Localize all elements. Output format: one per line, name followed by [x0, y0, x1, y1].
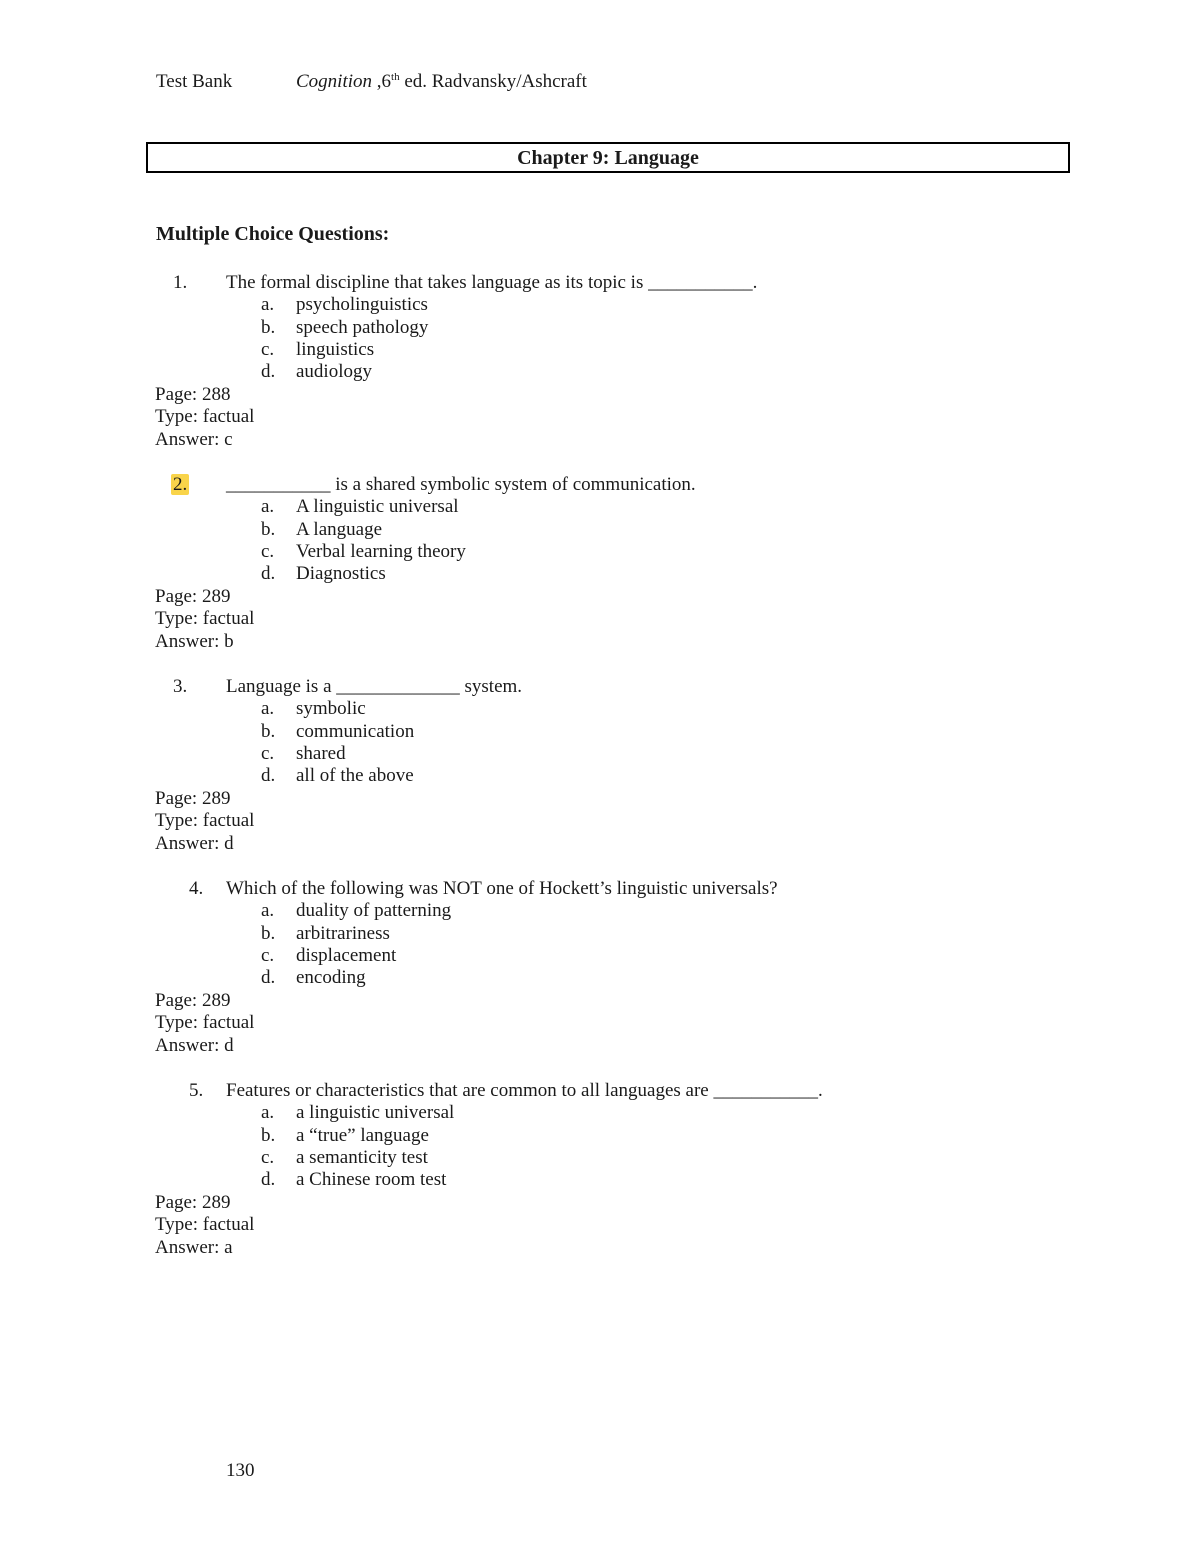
highlighted-number: 2.	[173, 474, 188, 495]
option-text: a Chinese room test	[296, 1169, 447, 1190]
header-edition-sup: th	[391, 71, 400, 83]
header-book-info	[296, 71, 587, 93]
section-title: Multiple Choice Questions:	[156, 223, 390, 245]
option-text: all of the above	[296, 765, 414, 786]
option-text: audiology	[296, 361, 372, 382]
option-letter: c.	[261, 541, 275, 562]
option-text: Verbal learning theory	[296, 541, 466, 562]
option-letter: c.	[261, 339, 275, 360]
option-text: duality of patterning	[296, 900, 452, 921]
option-letter: c.	[261, 945, 275, 966]
question-page: Page: 289	[155, 990, 231, 1011]
option-text: displacement	[296, 945, 397, 966]
question-type: Type: factual	[155, 810, 255, 831]
question-page: Page: 289	[155, 788, 231, 809]
option-text: symbolic	[296, 698, 366, 719]
option-letter: a.	[261, 900, 275, 921]
option-letter: c.	[261, 1147, 275, 1168]
question-answer: Answer: c	[155, 429, 233, 450]
option-text: arbitrariness	[296, 923, 390, 944]
option-text: a “true” language	[296, 1125, 429, 1146]
option-letter: d.	[261, 765, 276, 786]
option-letter: d.	[261, 361, 276, 382]
question-number: 1.	[173, 272, 188, 293]
question-stem: Features or characteristics that are common to all languages are ___________.	[226, 1080, 823, 1101]
question-stem: Language is a _____________ system.	[226, 676, 523, 697]
question-page: Page: 289	[155, 586, 231, 607]
option-text: a linguistic universal	[296, 1102, 455, 1123]
option-letter: a.	[261, 496, 275, 517]
option-text: speech pathology	[296, 317, 429, 338]
option-letter: d.	[261, 1169, 276, 1190]
header-book-title: Cognition	[296, 71, 373, 92]
header-test-bank: Test Bank	[156, 71, 233, 92]
question-answer: Answer: a	[155, 1237, 233, 1258]
question-answer: Answer: b	[155, 631, 234, 652]
question-stem: The formal discipline that takes language as its topic is ___________.	[226, 272, 758, 293]
header-edition-rest: ed. Radvansky/Ashcraft	[399, 71, 587, 92]
option-letter: b.	[261, 519, 276, 540]
option-text: encoding	[296, 967, 366, 988]
option-letter: a.	[261, 294, 275, 315]
question-answer: Answer: d	[155, 1035, 234, 1056]
option-text: A linguistic universal	[296, 496, 459, 517]
question-number: 5.	[189, 1080, 204, 1101]
header-edition-prefix: ,6	[372, 71, 392, 92]
option-text: shared	[296, 743, 346, 764]
option-letter: c.	[261, 743, 275, 764]
question-number: 4.	[189, 878, 204, 899]
option-text: linguistics	[296, 339, 375, 360]
question-number	[173, 474, 189, 496]
question-type: Type: factual	[155, 608, 255, 629]
question-type: Type: factual	[155, 1214, 255, 1235]
question-stem: ___________ is a shared symbolic system of communication.	[226, 474, 696, 495]
running-header	[156, 71, 587, 93]
question-number: 3.	[173, 676, 188, 697]
option-letter: b.	[261, 721, 276, 742]
chapter-title: Chapter 9: Language	[146, 142, 1070, 173]
option-letter: d.	[261, 563, 276, 584]
question-type: Type: factual	[155, 406, 255, 427]
option-letter: b.	[261, 923, 276, 944]
question-type: Type: factual	[155, 1012, 255, 1033]
option-text: Diagnostics	[296, 563, 386, 584]
page-number: 130	[226, 1460, 255, 1481]
option-letter: b.	[261, 1125, 276, 1146]
option-letter: a.	[261, 698, 275, 719]
option-text: communication	[296, 721, 415, 742]
option-text: a semanticity test	[296, 1147, 428, 1168]
option-text: psycholinguistics	[296, 294, 428, 315]
option-letter: d.	[261, 967, 276, 988]
question-page: Page: 288	[155, 384, 231, 405]
question-answer: Answer: d	[155, 833, 234, 854]
option-letter: a.	[261, 1102, 275, 1123]
option-text: A language	[296, 519, 383, 540]
option-letter: b.	[261, 317, 276, 338]
question-stem: Which of the following was NOT one of Hockett’s linguistic universals?	[226, 878, 778, 899]
question-page: Page: 289	[155, 1192, 231, 1213]
